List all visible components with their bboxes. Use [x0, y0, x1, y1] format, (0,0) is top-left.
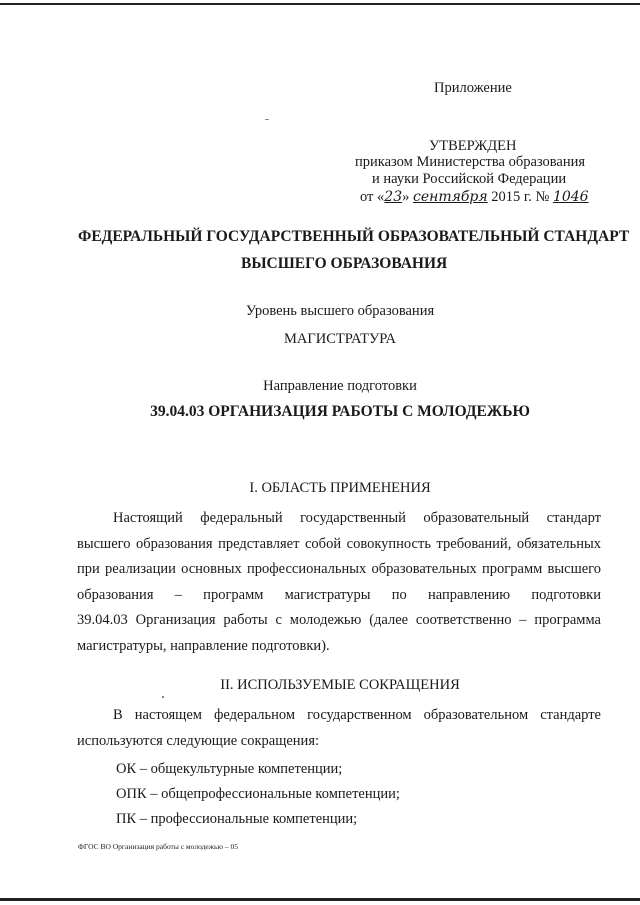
scan-speck	[265, 119, 269, 120]
paragraph-line: при реализации основных профессиональных образовательных программ высшего	[77, 561, 601, 577]
order-prefix: от «	[360, 189, 385, 205]
order-date-line	[360, 189, 589, 206]
section-1-heading: I. ОБЛАСТЬ ПРИМЕНЕНИЯ	[249, 480, 431, 496]
scan-border-bottom	[0, 898, 640, 901]
abbreviation-item: ОК – общекультурные компетенции;	[116, 761, 343, 777]
appendix-label: Приложение	[434, 80, 512, 96]
order-month-handwritten: сентября	[412, 189, 488, 205]
order-mid: »	[402, 189, 413, 205]
order-line-2: и науки Российской Федерации	[372, 171, 567, 187]
education-level-value: МАГИСТРАТУРА	[284, 331, 396, 347]
paragraph-line: Настоящий федеральный государственный образовательный стандарт	[113, 510, 601, 526]
direction-label: Направление подготовки	[263, 378, 417, 394]
direction-value: 39.04.03 ОРГАНИЗАЦИЯ РАБОТЫ С МОЛОДЕЖЬЮ	[150, 403, 530, 420]
paragraph-line: В настоящем федеральном государственном образовательном стандарте	[113, 707, 601, 723]
approved-label: УТВЕРЖДЕН	[429, 138, 517, 154]
order-year: 2015 г. №	[487, 189, 553, 205]
document-title-line-2: ВЫСШЕГО ОБРАЗОВАНИЯ	[241, 255, 448, 272]
page-footer: ФГОС ВО Организация работы с молодежью – 05	[78, 842, 238, 851]
abbreviation-item: ОПК – общепрофессиональные компетенции;	[116, 786, 400, 802]
paragraph-line: используются следующие сокращения:	[77, 732, 320, 749]
order-day-handwritten: 23	[384, 189, 403, 205]
abbreviation-item: ПК – профессиональные компетенции;	[116, 811, 358, 827]
paragraph-line: образования – программ магистратуры по направлению подготовки	[77, 586, 601, 603]
paragraph-line: высшего образования представляет собой совокупность требований, обязательных	[77, 535, 601, 552]
scan-speck	[162, 696, 164, 698]
document-title-line-1: ФЕДЕРАЛЬНЫЙ ГОСУДАРСТВЕННЫЙ ОБРАЗОВАТЕЛЬНЫЙ СТАНДАРТ	[78, 228, 630, 245]
paragraph-line: 39.04.03 Организация работы с молодежью (далее соответственно – программа	[77, 612, 601, 628]
order-line-1: приказом Министерства образования	[355, 154, 586, 170]
section-2-heading: II. ИСПОЛЬЗУЕМЫЕ СОКРАЩЕНИЯ	[220, 677, 460, 693]
education-level-label: Уровень высшего образования	[245, 303, 435, 319]
section-2-paragraph	[77, 703, 601, 754]
section-1-paragraph	[77, 506, 601, 659]
order-number-handwritten: 1046	[552, 189, 589, 205]
paragraph-line: магистратуры, направление подготовки).	[77, 637, 330, 654]
scan-border-top	[0, 3, 640, 5]
